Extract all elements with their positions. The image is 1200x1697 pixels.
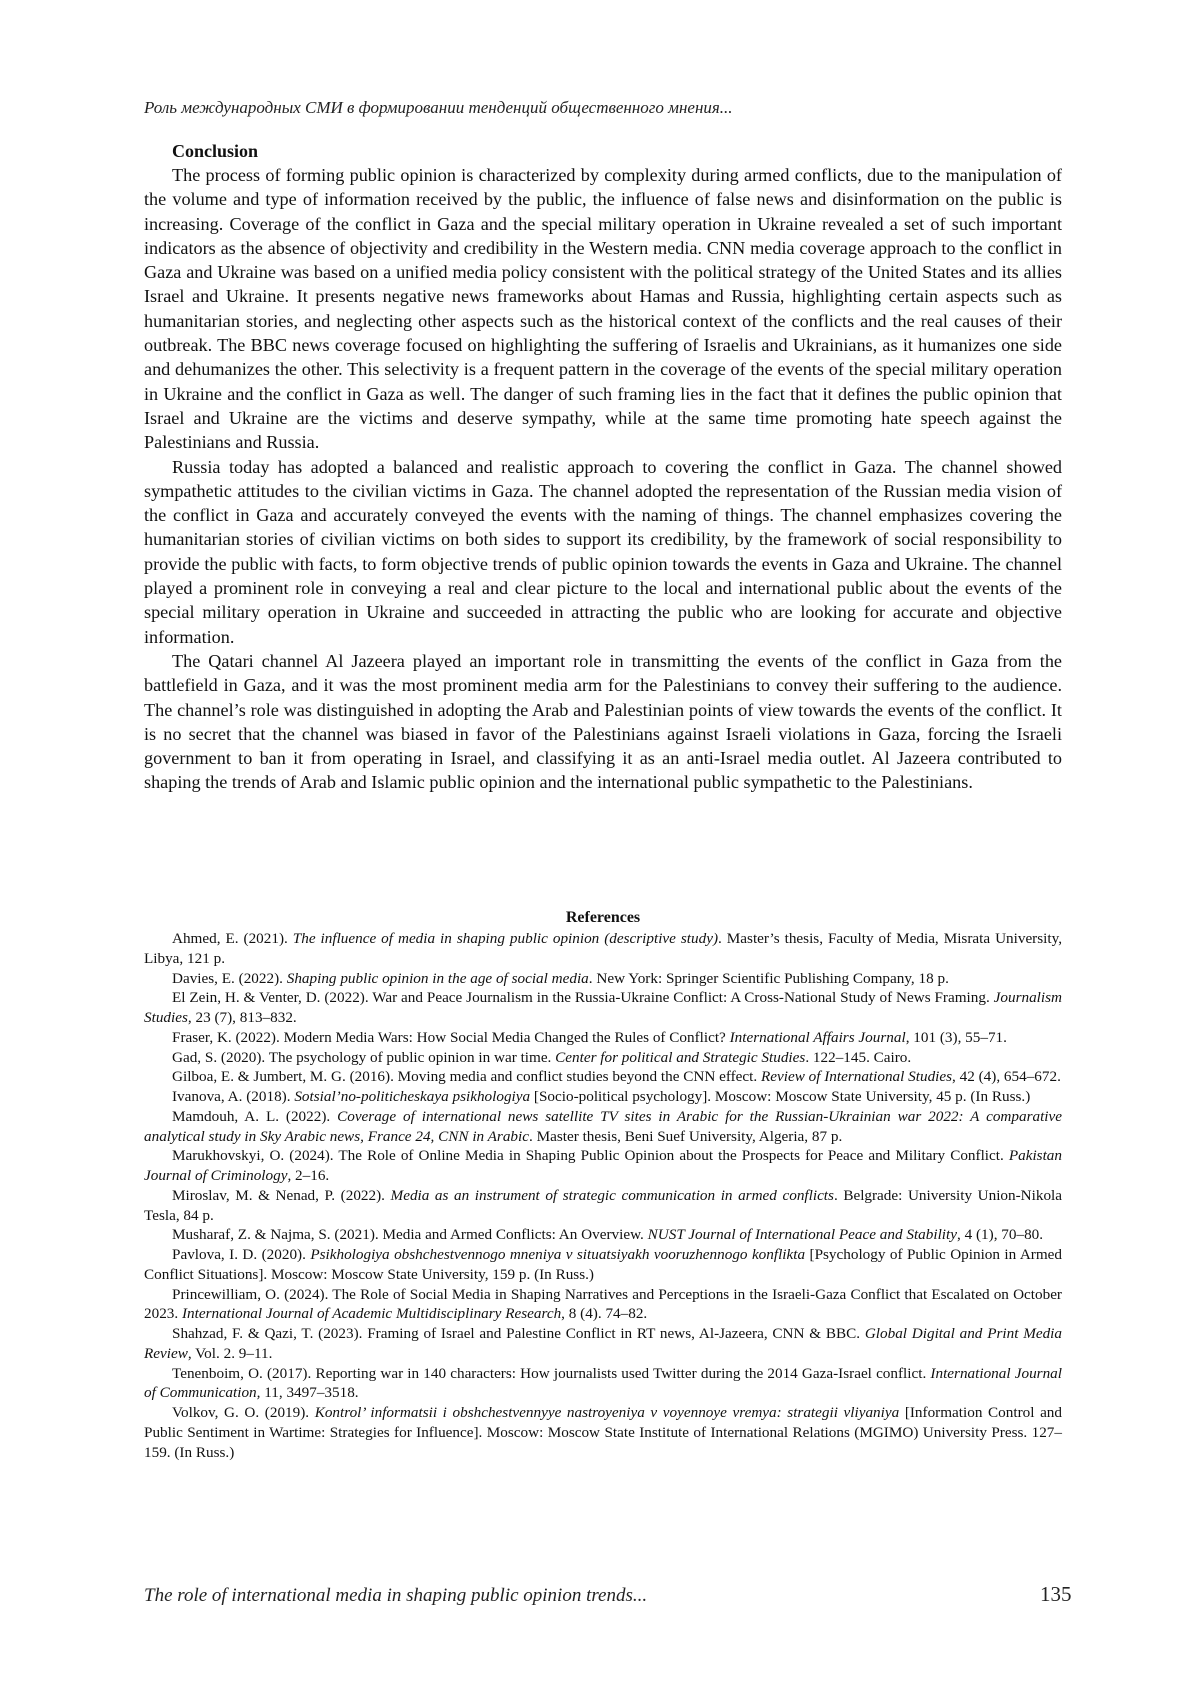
- reference-ital: Kontrol’ informatsii i obshchestvennyye nastroyeniya v voyennoye vremya: strategii vliyaniya: [314, 1404, 900, 1421]
- reference-entry: [144, 1285, 1062, 1325]
- reference-post: , Vol. 2. 9–11.: [187, 1344, 273, 1362]
- conclusion-section: [144, 140, 1062, 795]
- reference-entry: [144, 1364, 1062, 1404]
- reference-ital: International Journal of Academic Multidisciplinary Research: [181, 1305, 562, 1323]
- references-heading: References: [565, 909, 641, 926]
- reference-post: , 23 (7), 813–832.: [187, 1009, 297, 1026]
- reference-entry: [144, 1028, 1062, 1048]
- reference-entry: [144, 1245, 1062, 1285]
- page-number: 135: [1040, 1582, 1072, 1606]
- reference-entry: [144, 1403, 1062, 1462]
- reference-post: , 8 (4). 74–82.: [561, 1305, 648, 1323]
- reference-ital: Coverage of international news satellite TV sites in Arabic for the Russian-Ukrainian war 2022: A comparative analytical study in Sky Arabic news, France 24, CNN in Arabic: [144, 1107, 1062, 1145]
- reference-entry: [144, 1087, 1062, 1107]
- reference-post: [Psychology of Public Opinion in Armed Conflict Situations]. Moscow: Moscow State University, 159 p. (In Russ.): [144, 1246, 1062, 1283]
- reference-post: 11, 3497–3518.: [260, 1384, 359, 1402]
- reference-pre: Pavlova, I. D. (2020).: [172, 1246, 311, 1263]
- reference-entry: [144, 1146, 1062, 1186]
- reference-pre: Musharaf, Z. & Najma, S. (2021). Media and Armed Conflicts: An Overview.: [172, 1226, 648, 1244]
- reference-post: . New York: Springer Scientific Publishing Company, 18 p.: [588, 969, 949, 987]
- reference-ital: Sotsial’no-politicheskaya psikhologiya: [294, 1088, 531, 1105]
- reference-pre: El Zein, H. & Venter, D. (2022). War and Peace Journalism in the Russia-Ukraine Conflict: A Cross-National Study of News Framing.: [172, 989, 994, 1007]
- reference-pre: Ahmed, E. (2021).: [172, 930, 293, 947]
- reference-pre: Mamdouh, A. L. (2022).: [172, 1107, 338, 1125]
- reference-post: . Master’s thesis, Faculty of Media, Misrata University, Libya, 121 p.: [144, 930, 1062, 967]
- reference-entry: [144, 1225, 1062, 1245]
- reference-post: , 4 (1), 70–80.: [957, 1226, 1044, 1244]
- reference-post: , 101 (3), 55–71.: [905, 1028, 1007, 1046]
- reference-ital: Global Digital and Print Media Review: [144, 1325, 1062, 1362]
- footer-title: The role of international media in shaping public opinion trends...: [144, 1585, 648, 1606]
- reference-ital: International Journal of Communication,: [144, 1364, 1062, 1402]
- reference-ital: Pakistan Journal of Criminology: [144, 1147, 1062, 1184]
- reference-entry: [144, 1186, 1062, 1226]
- reference-post: . 122–145. Cairo.: [805, 1048, 912, 1066]
- reference-entry: [144, 1048, 1062, 1068]
- reference-pre: Gad, S. (2020). The psychology of public opinion in war time.: [172, 1048, 556, 1066]
- references-list: [144, 929, 1062, 1462]
- reference-ital: Journalism Studies: [144, 989, 1062, 1026]
- reference-entry: [144, 988, 1062, 1028]
- reference-post: , 42 (4), 654–672.: [952, 1068, 1061, 1086]
- reference-pre: Gilboa, E. & Jumbert, M. G. (2016). Moving media and conflict studies beyond the CNN effect.: [172, 1068, 761, 1086]
- conclusion-paragraph: The Qatari channel Al Jazeera played an important role in transmitting the events of the conflict in Gaza from the battlefield in Gaza, and it was the most prominent media arm for the Palestinians to convey their suffering to the audience. The channel’s role was distinguished in adopting the Arab and Palestinian points of view towards the events of the conflict. It is no secret that the channel was biased in favor of the Palestinians against Israeli violations in Gaza, forcing the Israeli government to ban it from operating in Israel, and classifying it as an anti-Israel media outlet. Al Jazeera contributed to shaping the trends of Arab and Islamic public opinion and the international public sympathetic to the Palestinians.: [144, 650, 1062, 793]
- reference-post: [Information Control and Public Sentiment in Wartime: Strategies for Influence]. Moscow: Moscow State Institute of International Relations (MGIMO) University Press. 127–159. (In Russ.): [144, 1404, 1062, 1461]
- reference-ital: Center for political and Strategic Studies: [555, 1048, 806, 1066]
- reference-pre: Miroslav, M. & Nenad, P. (2022).: [172, 1186, 391, 1204]
- reference-ital: Shaping public opinion in the age of social media: [286, 969, 589, 987]
- reference-ital: The influence of media in shaping public opinion (descriptive study): [292, 930, 719, 947]
- reference-pre: Ivanova, A. (2018).: [172, 1088, 295, 1105]
- reference-pre: Princewilliam, O. (2024). The Role of Social Media in Shaping Narratives and Perceptions in the Israeli-Gaza Conflict that Escalated on October 2023.: [144, 1285, 1062, 1323]
- reference-entry: [144, 1324, 1062, 1364]
- reference-entry: [144, 1067, 1062, 1087]
- reference-pre: Marukhovskyi, O. (2024). The Role of Online Media in Shaping Public Opinion about the Prospects for Peace and Military Conflict.: [172, 1147, 1009, 1165]
- reference-ital: Psikhologiya obshchestvennogo mneniya v situatsiyakh vooruzhennogo konflikta: [310, 1246, 806, 1263]
- reference-post: [Socio-political psychology]. Moscow: Moscow State University, 45 p. (In Russ.): [530, 1088, 1031, 1105]
- reference-pre: Tenenboim, O. (2017). Reporting war in 140 characters: How journalists used Twitter during the 2014 Gaza-Israel conflict.: [172, 1364, 931, 1382]
- conclusion-paragraph: Russia today has adopted a balanced and realistic approach to covering the conflict in Gaza. The channel showed sympathetic attitudes to the civilian victims in Gaza. The channel adopted the representation of the Russian media vision of the conflict in Gaza and accurately conveyed the events with the naming of things. The channel emphasizes covering the humanitarian stories of civilian victims on both sides to support its credibility, by the framework of social responsibility to provide the public with facts, to form objective trends of public opinion towards the events in Gaza and Ukraine. The channel played a prominent role in conveying a real and clear picture to the local and international public about the events of the special military operation in Ukraine and succeeded in attracting the public who are looking for accurate and objective information.: [144, 456, 1062, 647]
- running-head: Роль международных СМИ в формировании тенденций общественного мнения...: [144, 98, 733, 117]
- reference-pre: Volkov, G. O. (2019).: [172, 1404, 315, 1421]
- conclusion-heading: Conclusion: [172, 141, 259, 161]
- reference-entry: [144, 1107, 1062, 1147]
- reference-post: . Belgrade: University Union-Nikola Tesla, 84 p.: [144, 1186, 1062, 1224]
- references-section: [144, 908, 1062, 1462]
- reference-ital: Media as an instrument of strategic communication in armed conflicts: [390, 1186, 834, 1204]
- conclusion-paragraph: The process of forming public opinion is characterized by complexity during armed conflicts, due to the manipulation of the volume and type of information received by the public, the influence of false news and disinformation on the public is increasing. Coverage of the conflict in Gaza and the special military operation in Ukraine revealed a set of such important indicators as the absence of objectivity and credibility in the Western media. CNN media coverage approach to the conflict in Gaza and Ukraine was based on a unified media policy consistent with the political strategy of the United States and its allies Israel and Ukraine. It presents negative news frameworks about Hamas and Russia, highlighting certain aspects such as humanitarian stories, and neglecting other aspects such as the historical context of the conflicts and the real causes of their outbreak. The BBC news coverage focused on highlighting the suffering of Israelis and Ukrainians, as it humanizes one side and dehumanizes the other. This selectivity is a frequent pattern in the coverage of the events of the special military operation in Ukraine and the conflict in Gaza as well. The danger of such framing lies in the fact that it defines the public opinion that Israel and Ukraine are the victims and deserve sympathy, while at the same time promoting hate speech against the Palestinians and Russia.: [144, 165, 1062, 453]
- reference-ital: Review of International Studies: [760, 1068, 953, 1086]
- reference-pre: Davies, E. (2022).: [172, 969, 287, 987]
- reference-post: , 2–16.: [287, 1167, 330, 1184]
- reference-pre: Fraser, K. (2022). Modern Media Wars: How Social Media Changed the Rules of Conflict?: [172, 1028, 730, 1046]
- reference-entry: [144, 929, 1062, 969]
- reference-ital: International Affairs Journal: [729, 1028, 906, 1046]
- reference-pre: Shahzad, F. & Qazi, T. (2023). Framing of Israel and Palestine Conflict in RT news, Al-Jazeera, CNN & BBC.: [172, 1325, 865, 1342]
- reference-ital: NUST Journal of International Peace and Stability: [647, 1226, 957, 1244]
- reference-entry: [144, 969, 1062, 989]
- reference-post: . Master thesis, Beni Suef University, Algeria, 87 p.: [529, 1127, 843, 1145]
